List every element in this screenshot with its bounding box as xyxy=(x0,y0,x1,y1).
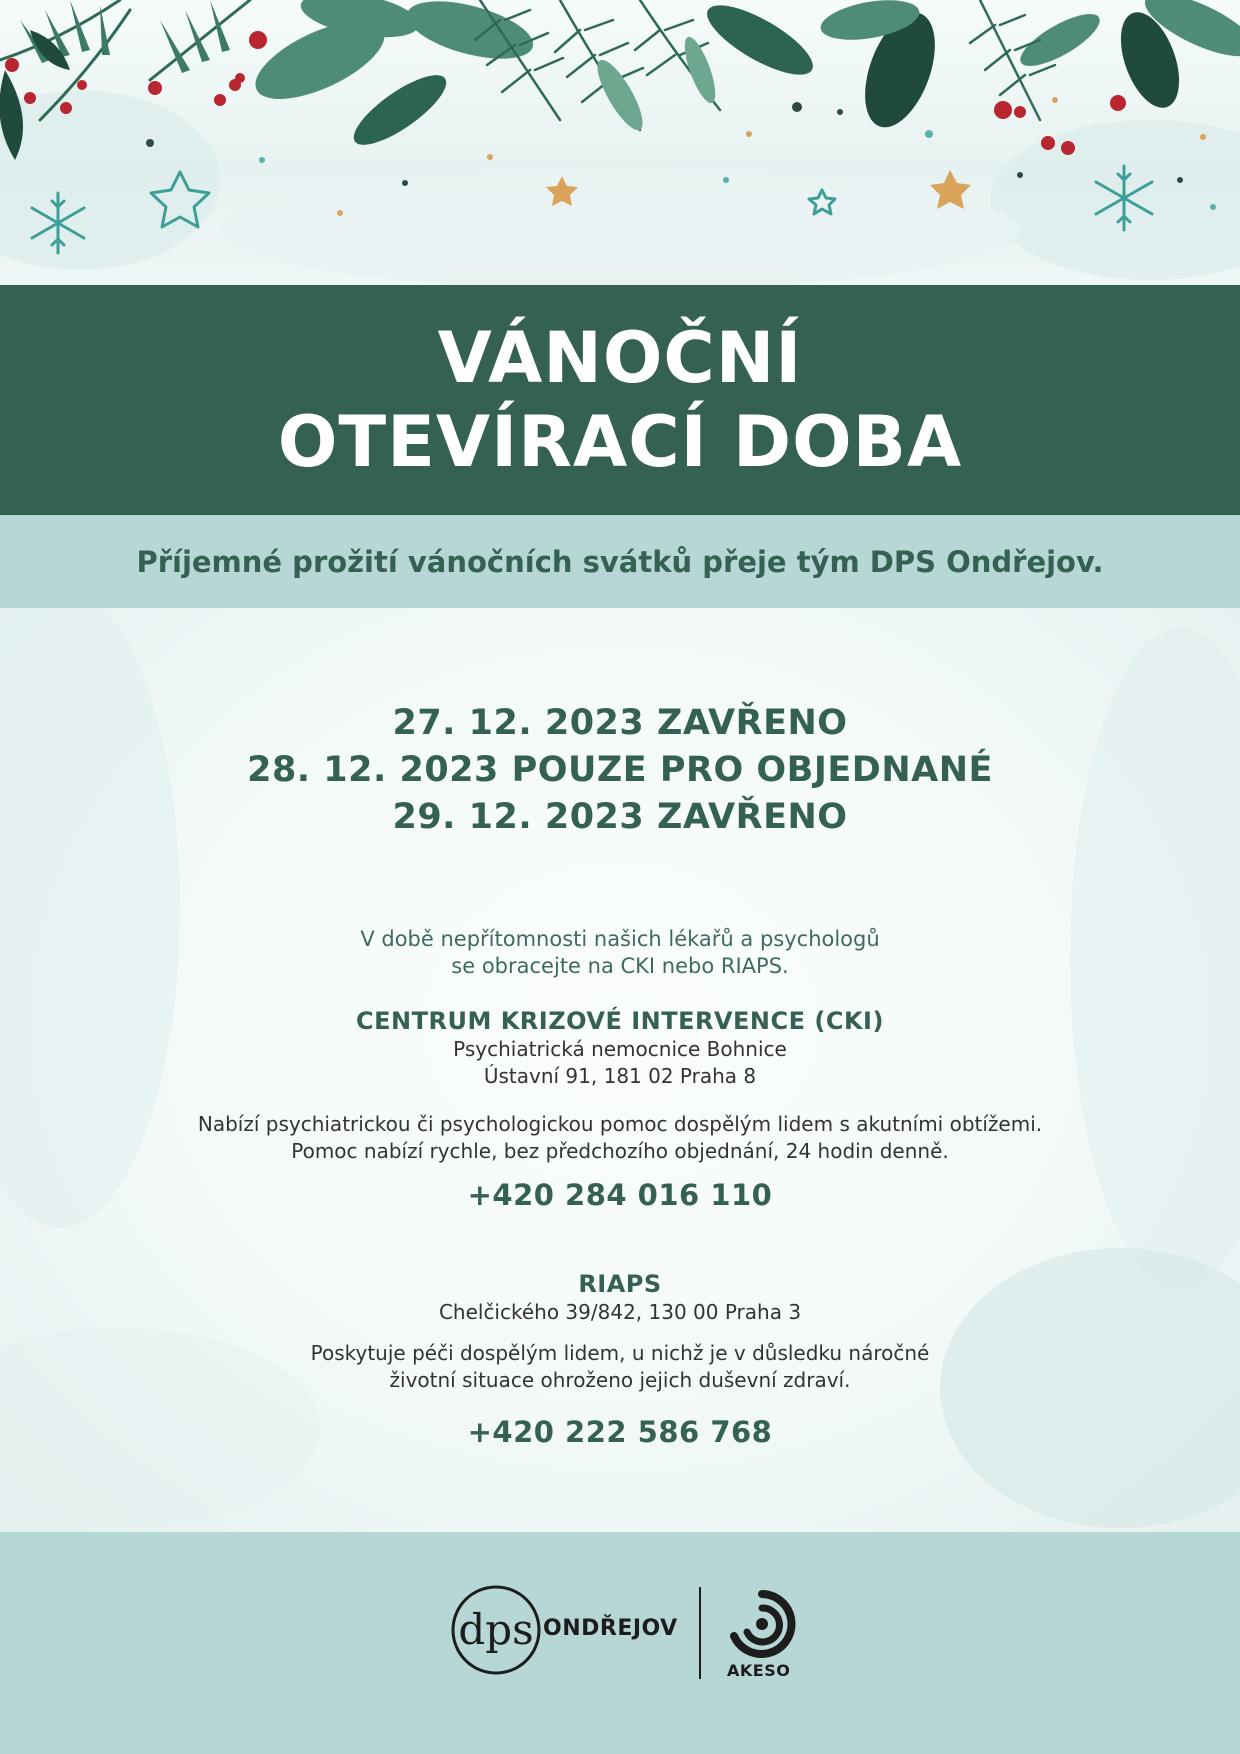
greenery-illustration xyxy=(0,0,1240,285)
cki-address-line2: Ústavní 91, 181 02 Praha 8 xyxy=(483,1064,757,1088)
main-content xyxy=(0,608,1240,1532)
intro-line1: V době nepřítomnosti našich lékařů a psychologů xyxy=(360,927,880,951)
riaps-title: RIAPS xyxy=(578,1270,662,1298)
schedule-item: 27. 12. 2023 ZAVŘENO xyxy=(392,703,848,743)
riaps-phone: +420 222 586 768 xyxy=(467,1415,773,1449)
page-title-line1: VÁNOČNÍ xyxy=(437,317,803,399)
riaps-description-line1: Poskytuje péči dospělým lidem, u nichž je v důsledku náročné xyxy=(310,1341,930,1365)
holiday-schedule xyxy=(0,700,1240,841)
footer xyxy=(0,1532,1240,1754)
cki-description-line1: Nabízí psychiatrickou či psychologickou pomoc dospělým lidem s akutními obtížemi. xyxy=(197,1112,1043,1136)
akeso-logo-icon xyxy=(726,1588,798,1658)
greeting-band xyxy=(0,515,1240,608)
akeso-name: AKESO xyxy=(727,1661,791,1680)
christmas-decoration xyxy=(0,0,1240,285)
cki-title: CENTRUM KRIZOVÉ INTERVENCE (CKI) xyxy=(356,1007,884,1035)
riaps-description-line2: životní situace ohroženo jejich duševní zdraví. xyxy=(389,1368,851,1392)
schedule-item: 29. 12. 2023 ZAVŘENO xyxy=(392,797,848,837)
title-band xyxy=(0,285,1240,515)
contact-info xyxy=(0,926,1240,1450)
intro-line2: se obracejte na CKI nebo RIAPS. xyxy=(451,954,789,978)
logo-divider xyxy=(699,1587,701,1679)
dps-name: ONDŘEJOV xyxy=(543,1616,678,1641)
page-title-line2: OTEVÍRACÍ DOBA xyxy=(277,401,963,483)
cki-description-line2: Pomoc nabízí rychle, bez předchozího objednání, 24 hodin denně. xyxy=(291,1139,949,1163)
dps-logo-text: dps xyxy=(458,1605,534,1654)
schedule-item: 28. 12. 2023 POUZE PRO OBJEDNANÉ xyxy=(247,750,993,790)
greeting-text: Příjemné prožití vánočních svátků přeje tým DPS Ondřejov. xyxy=(136,544,1104,579)
riaps-address: Chelčického 39/842, 130 00 Praha 3 xyxy=(438,1300,802,1324)
cki-address-line1: Psychiatrická nemocnice Bohnice xyxy=(453,1037,787,1061)
dps-logo xyxy=(450,1584,542,1676)
cki-phone: +420 284 016 110 xyxy=(467,1178,773,1212)
